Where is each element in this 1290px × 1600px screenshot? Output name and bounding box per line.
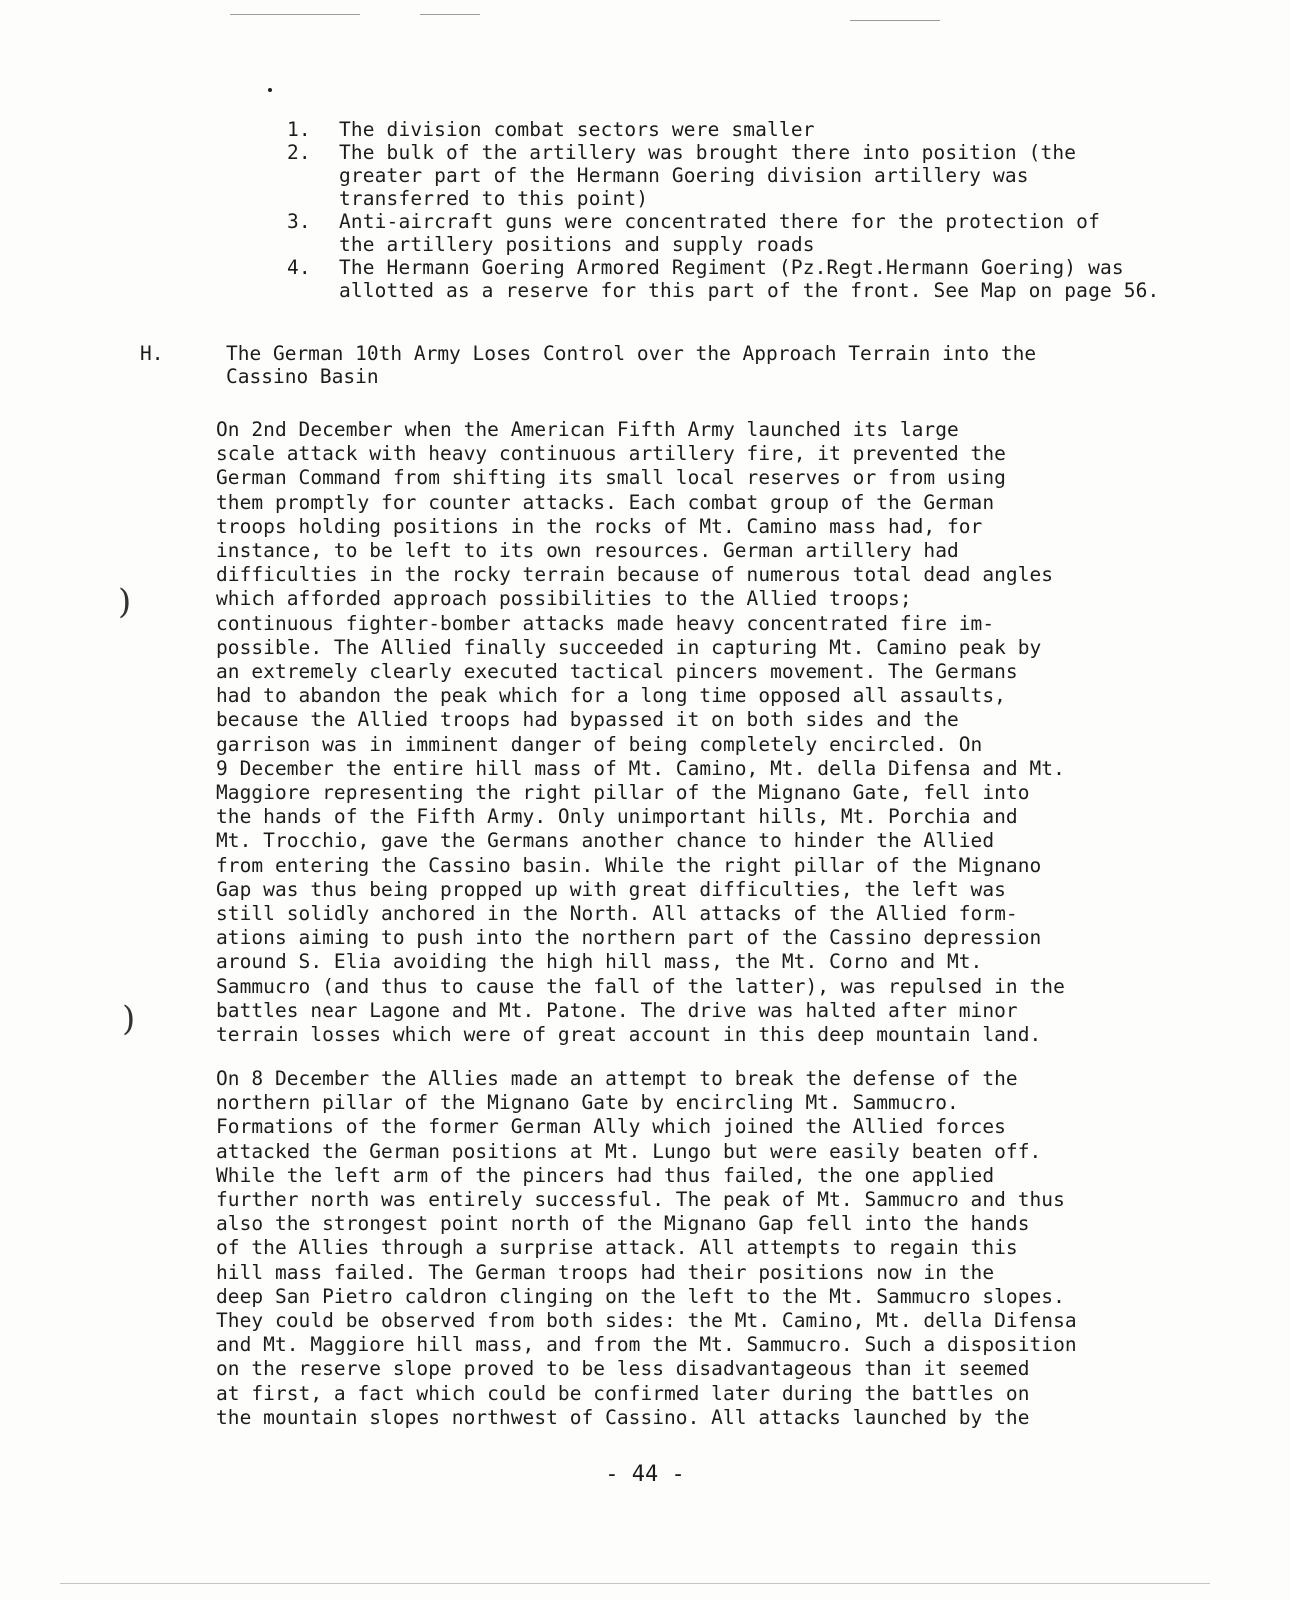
binder-hole-mark-lower: ) (122, 999, 136, 1039)
list-item (287, 141, 1187, 210)
section-letter: H. (140, 342, 164, 365)
list-item-number: 3. (287, 210, 311, 233)
list-item (287, 256, 1187, 302)
list-item-text: Anti-aircraft guns were concentrated there for the protection of the artillery positions and supply roads (339, 210, 1100, 256)
scan-dot (268, 88, 272, 92)
list-item-number: 2. (287, 141, 311, 164)
scan-line-top-left (230, 14, 360, 15)
binder-hole-mark-upper: ) (118, 582, 132, 622)
list-item-text: The division combat sectors were smaller (339, 118, 815, 141)
list-item-number: 1. (287, 118, 311, 141)
list-item-number: 4. (287, 256, 311, 279)
body-paragraph: On 2nd December when the American Fifth Army launched its large scale attack with heavy continuous artillery fire, it prevented the German Command from shifting its small local reserves or from using them promptly for counter attacks. Each combat group of the German troops holding positions in the rocks of Mt. Camino mass had, for instance, to be left to its own resources. German artillery had difficulties in the rocky terrain because of numerous total dead angles which afforded approach possibilities to the Allied troops; continuous fighter-bomber attacks made heavy concentrated fire im- possible. The Allied finally succeeded in capturing Mt. Camino peak by an extremely clearly executed tactical pincers movement. The Germans had to abandon the peak which for a long time opposed all assaults, because the Allied troops had bypassed it on both sides and the garrison was in imminent danger of being completely encircled. On 9 December the entire hill mass of Mt. Camino, Mt. della Difensa and Mt. Maggiore representing the right pillar of the Mignano Gate, fell into the hands of the Fifth Army. Only unimportant hills, Mt. Porchia and Mt. Trocchio, gave the Germans another chance to hinder the Allied from entering the Cassino basin. While the right pillar of the Mignano Gap was thus being propped up with great difficulties, the left was still solidly anchored in the North. All attacks of the Allied form- ations aiming to push into the northern part of the Cassino depression around S. Elia avoiding the high hill mass, the Mt. Corno and Mt. Sammucro (and thus to cause the fall of the latter), was repulsed in the battles near Lagone and Mt. Patone. The drive was halted after minor terrain losses which were of great account in this deep mountain land. (216, 418, 1065, 1047)
scan-line-bottom (60, 1583, 1210, 1584)
list-item-text: The bulk of the artillery was brought there into position (the greater part of the Hermann Goering division artillery was transferred to this point) (339, 141, 1077, 210)
list-item-text: The Hermann Goering Armored Regiment (Pz.Regt.Hermann Goering) was allotted as a reserve for this part of the front. See Map on page 56. (339, 256, 1160, 302)
body-paragraph: On 8 December the Allies made an attempt to break the defense of the northern pillar of the Mignano Gate by encircling Mt. Sammucro. Formations of the former German Ally which joined the Allied forces attacked the German positions at Mt. Lungo but were easily beaten off. While the left arm of the pincers had thus failed, the one applied further north was entirely successful. The peak of Mt. Sammucro and thus also the strongest point north of the Mignano Gap fell into the hands of the Allies through a surprise attack. All attempts to regain this hill mass failed. The German troops had their positions now in the deep San Pietro caldron clinging on the left to the Mt. Sammucro slopes. They could be observed from both sides: the Mt. Camino, Mt. della Difensa and Mt. Maggiore hill mass, and from the Mt. Sammucro. Such a disposition on the reserve slope proved to be less disadvantageous than it seemed at first, a fact which could be confirmed later during the battles on the mountain slopes northwest of Cassino. All attacks launched by the (216, 1067, 1077, 1429)
scan-line-top-center (420, 14, 480, 15)
scan-line-top-right (850, 20, 940, 21)
numbered-list (287, 118, 1187, 302)
section-title: The German 10th Army Loses Control over the Approach Terrain into the Cassino Basin (226, 342, 1037, 388)
list-item (287, 210, 1187, 256)
page-number: - 44 - (605, 1462, 685, 1487)
list-item (287, 118, 1187, 141)
